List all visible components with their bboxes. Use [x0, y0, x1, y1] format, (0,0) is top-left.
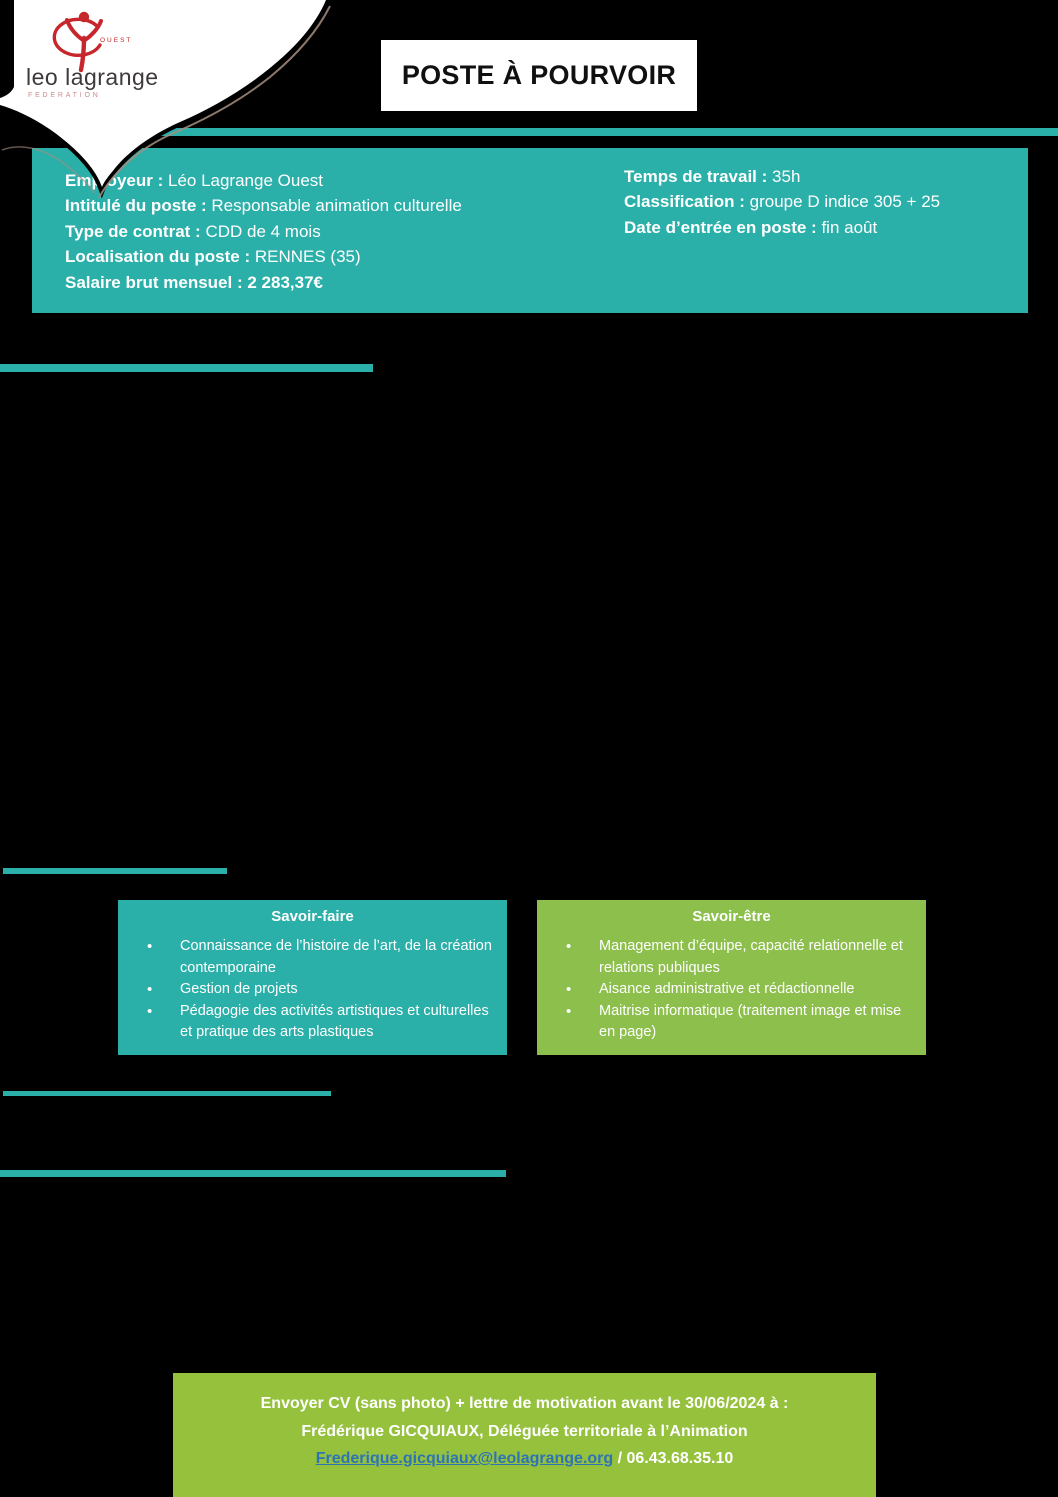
summary-value: CDD de 4 mois: [205, 221, 321, 241]
summary-row-contract: [65, 219, 462, 244]
summary-value: Léo Lagrange Ouest: [167, 171, 323, 190]
section-underline-4: [0, 1170, 506, 1177]
summary-label: Date d’entrée en poste :: [624, 217, 817, 237]
summary-label: Localisation du poste :: [65, 247, 251, 267]
application-instructions: Envoyer CV (sans photo) + lettre de motivation avant le 30/06/2024 à :: [260, 1395, 789, 1412]
list-item: • Aisance administrative et rédactionnelle: [599, 979, 912, 1001]
list-item: • Pédagogie des activités artistiques et culturelles et pratique des arts plastiques: [180, 1001, 493, 1044]
summary-value: fin août: [821, 217, 878, 237]
summary-value: RENNES (35): [254, 247, 361, 267]
contact-email-link[interactable]: Frederique.gicquiaux@leolagrange.org: [315, 1450, 614, 1467]
summary-label: Type de contrat :: [65, 221, 201, 241]
savoir-etre-list: [599, 936, 912, 1044]
logo-region-text: OUEST: [100, 37, 133, 44]
summary-right-column: [624, 164, 940, 240]
logo-subtitle-text: FEDERATION: [28, 92, 101, 99]
summary-label: Employeur :: [65, 171, 164, 190]
section-underline-2: [3, 868, 227, 874]
summary-row-start-date: [624, 215, 940, 240]
list-item: • Management d’équipe, capacité relationnelle et relations publiques: [599, 936, 912, 979]
logo-area: [0, 0, 345, 210]
application-contact-box: [173, 1373, 876, 1497]
contact-phone: / 06.43.68.35.10: [613, 1450, 734, 1467]
list-item: • Gestion de projets: [180, 979, 493, 1001]
summary-value: Responsable animation culturelle: [211, 196, 462, 216]
summary-row-location: [65, 244, 462, 269]
title-banner: [381, 40, 697, 111]
section-underline-3: [3, 1091, 331, 1096]
contact-line: [173, 1445, 876, 1473]
summary-row-classification: [624, 189, 940, 214]
summary-value: 2 283,37€: [247, 272, 323, 292]
savoir-faire-title: Savoir-faire: [271, 908, 354, 925]
summary-value: 35h: [772, 167, 801, 186]
summary-row-salary: [65, 270, 462, 295]
summary-label: Salaire brut mensuel :: [65, 272, 243, 292]
section-underline-1: [0, 364, 373, 372]
contact-person: Frédérique GICQUIAUX, Déléguée territoriale à l’Animation: [301, 1422, 748, 1440]
savoir-etre-title: Savoir-être: [692, 908, 771, 925]
savoir-etre-box: [537, 900, 926, 1055]
savoir-faire-box: [118, 900, 507, 1055]
summary-label: Intitulé du poste :: [65, 196, 207, 216]
summary-label: Temps de travail :: [624, 167, 768, 186]
logo-brand-text: leo lagrange: [26, 64, 159, 90]
summary-value: groupe D indice 305 + 25: [749, 192, 941, 212]
list-item: • Maitrise informatique (traitement image et mise en page): [599, 1001, 912, 1044]
list-item: • Connaissance de l’histoire de l’art, de la création contemporaine: [180, 936, 493, 979]
page-title: POSTE À POURVOIR: [401, 60, 677, 90]
summary-label: Classification :: [624, 192, 745, 212]
summary-row-hours: [624, 164, 940, 189]
savoir-faire-list: [180, 936, 493, 1044]
